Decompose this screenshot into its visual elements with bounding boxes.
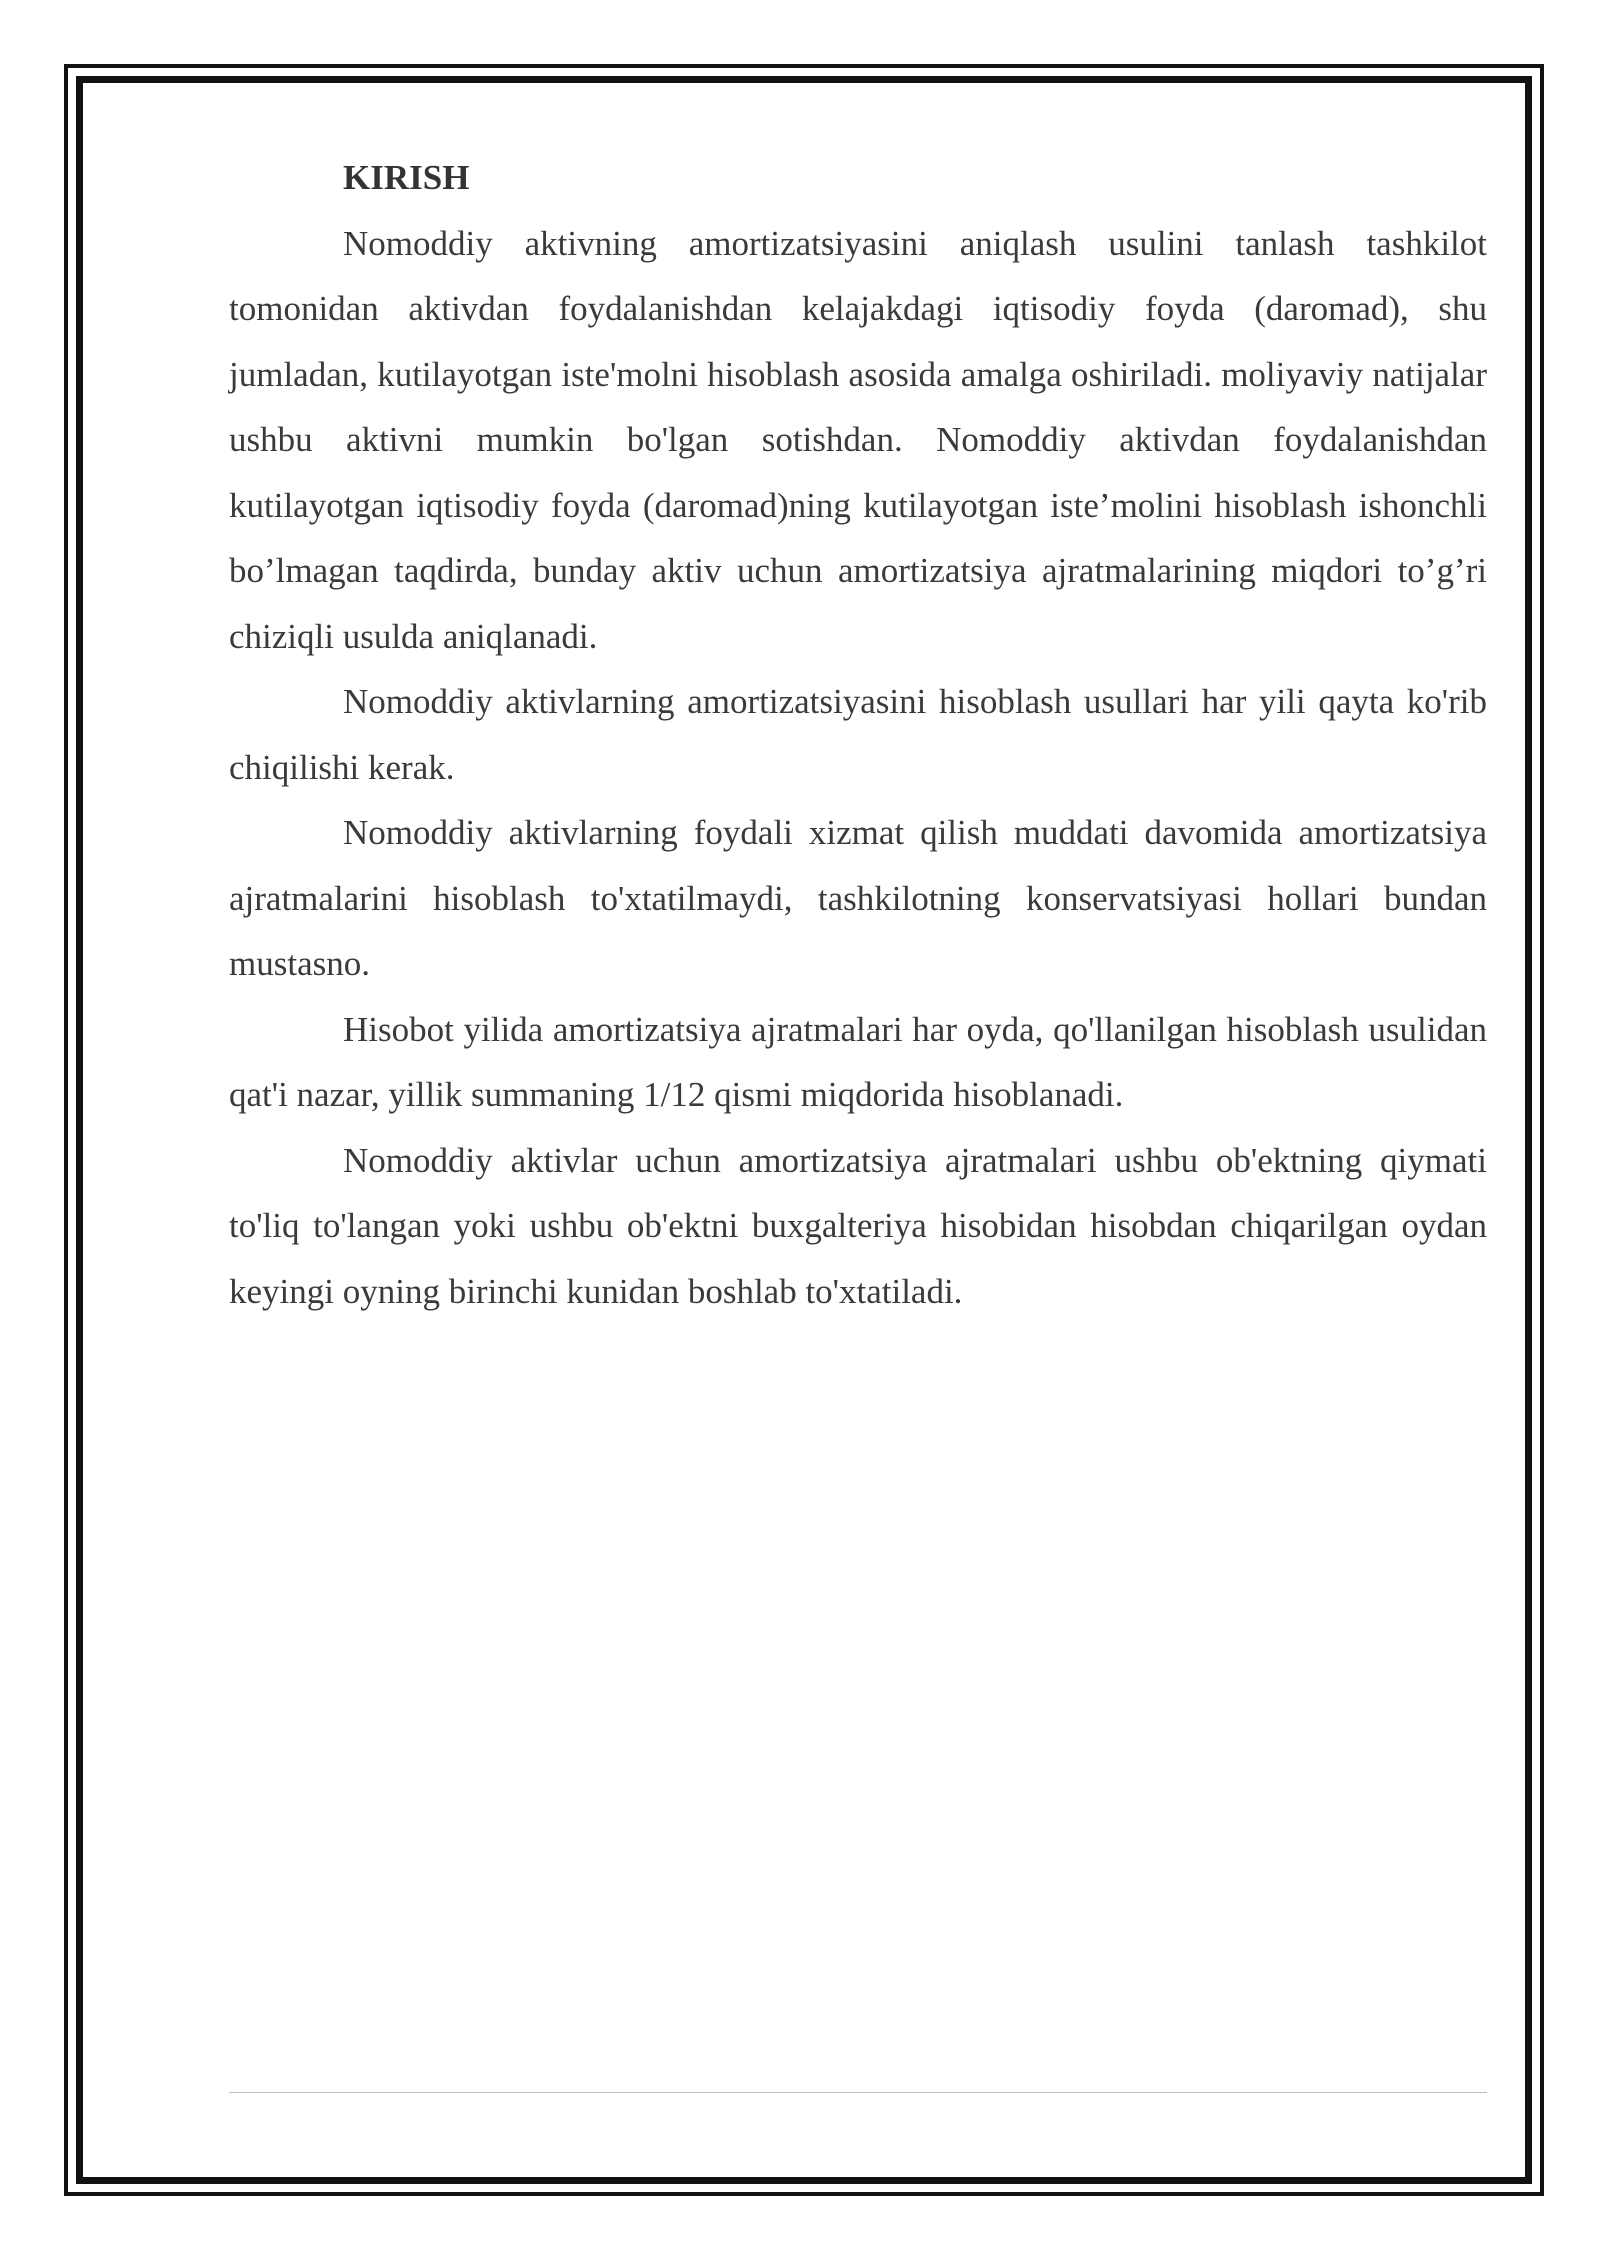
footer-divider — [229, 2092, 1487, 2093]
paragraph-2: Nomoddiy aktivlarning amortizatsiyasini hisoblash usullari har yili qayta ko'rib chiqilishi kerak. — [229, 682, 1487, 787]
document-body — [229, 145, 1487, 1324]
paragraph-5: Nomoddiy aktivlar uchun amortizatsiya ajratmalari ushbu ob'ektning qiymati to'liq to'langan yoki ushbu ob'ektni buxgalteriya hisobidan hisobdan chiqarilgan oydan keyingi oyning birinchi kunidan boshlab to'xtatiladi. — [229, 1140, 1487, 1311]
section-heading: KIRISH — [343, 158, 470, 197]
paragraph-1: Nomoddiy aktivning amortizatsiyasini aniqlash usulini tanlash tashkilot tomonidan aktivdan foydalanishdan kelajakdagi iqtisodiy foyda (daromad), shu jumladan, kutilayotgan iste'molni hisoblash asosida amalga oshiriladi. moliyaviy natijalar ushbu aktivni mumkin bo'lgan sotishdan. Nomoddiy aktivdan foydalanishdan kutilayotgan iqtisodiy foyda (daromad)ning kutilayotgan iste’molini hisoblash ishonchli bo’lmagan taqdirda, bunday aktiv uchun amortizatsiya ajratmalarining miqdori to’g’ri chiziqli usulda aniqlanadi. — [229, 223, 1487, 656]
paragraph-3: Nomoddiy aktivlarning foydali xizmat qilish muddati davomida amortizatsiya ajratmalarini hisoblash to'xtatilmaydi, tashkilotning konservatsiyasi hollari bundan mustasno. — [229, 813, 1487, 983]
paragraph-4: Hisobot yilida amortizatsiya ajratmalari har oyda, qo'llanilgan hisoblash usulidan qat'i nazar, yillik summaning 1/12 qismi miqdorida hisoblanadi. — [229, 1009, 1487, 1114]
